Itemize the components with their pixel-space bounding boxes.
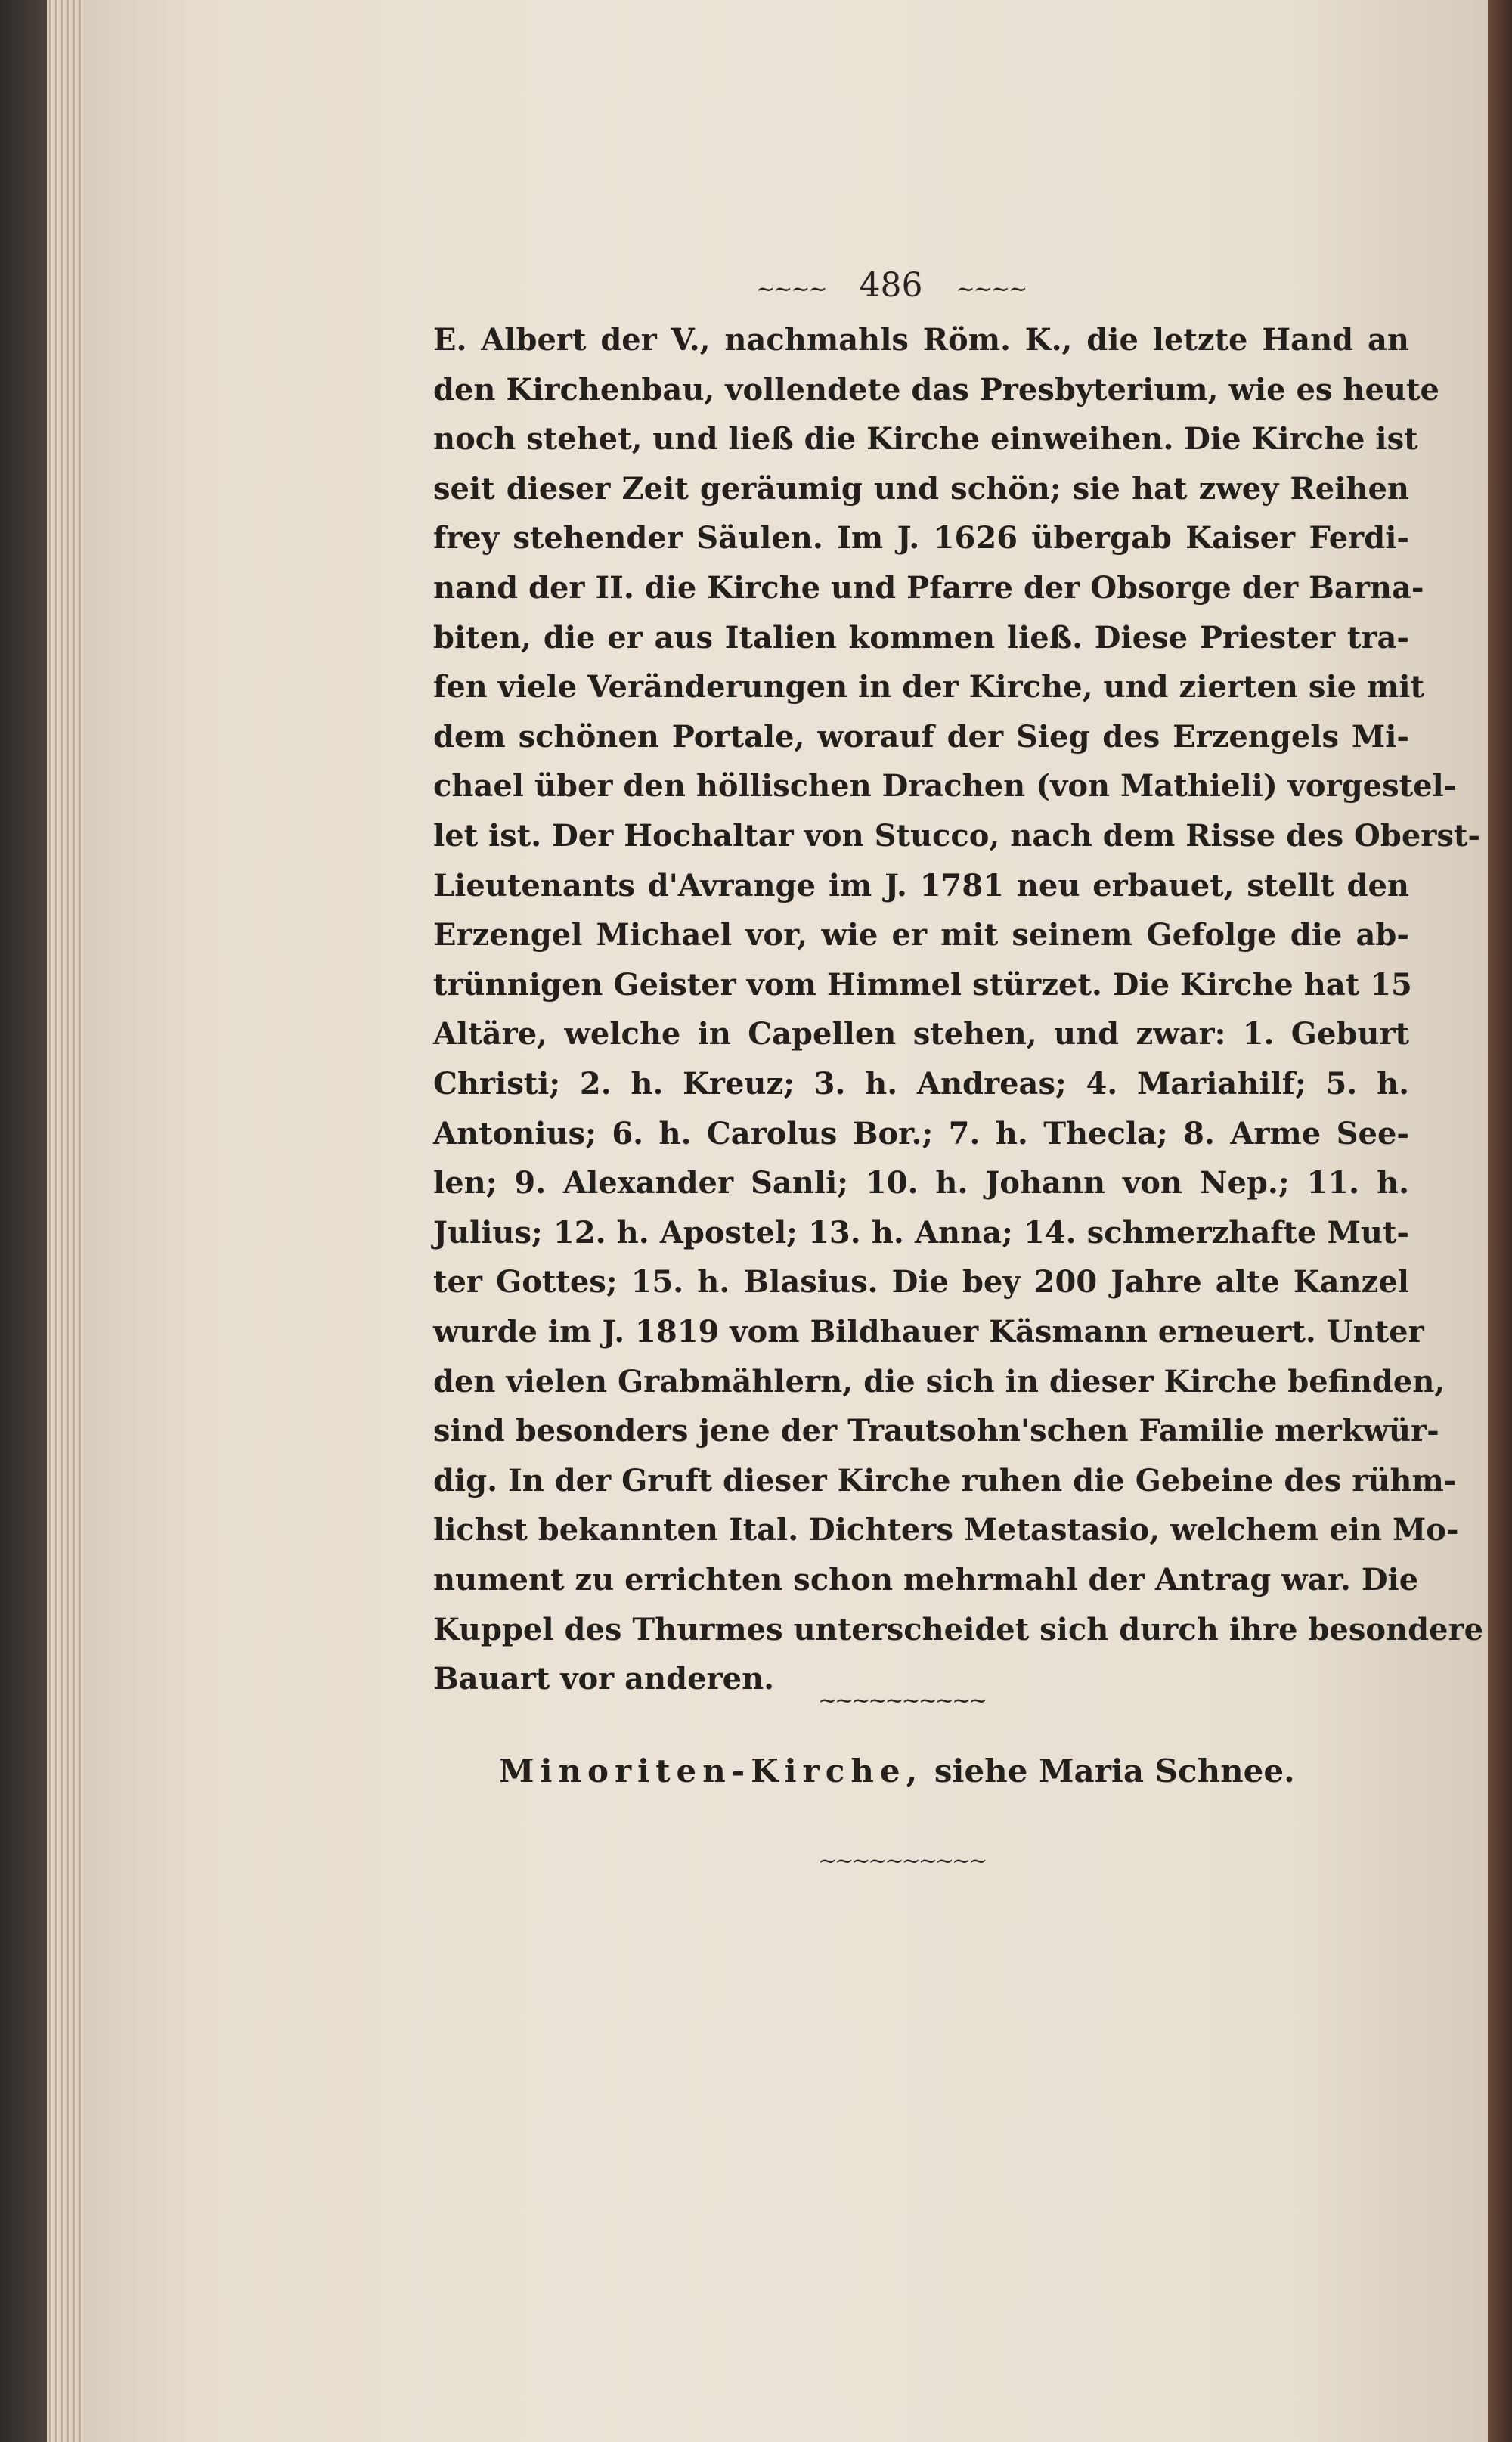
separator-top: ~~~~~~~~~~ [818,1687,986,1714]
text-line: chael über den höllischen Drachen (von Mathieli) vorgestel- [433,768,1457,804]
text-line: dig. In der Gruft dieser Kirche ruhen die Gebeine des rühm- [433,1462,1457,1498]
text-line: Christi; 2. h. Kreuz; 3. h. Andreas; 4. Mariahilf; 5. h. [433,1066,1409,1102]
text-line: wurde im J. 1819 vom Bildhauer Käsmann erneuert. Unter [433,1314,1424,1350]
text-line: noch stehet, und ließ die Kirche einweihen. Die Kirche ist [433,421,1418,457]
page-edges [47,0,85,2442]
text-line: let ist. Der Hochaltar von Stucco, nach dem Risse des Oberst- [433,818,1480,854]
text-line: Bauart vor anderen. [433,1661,775,1697]
entry-text: siehe Maria Schnee. [934,1752,1295,1790]
text-line: Antonius; 6. h. Carolus Bor.; 7. h. Thecla; 8. Arme See- [433,1115,1409,1151]
text-line: Julius; 12. h. Apostel; 13. h. Anna; 14. schmerzhafte Mut- [433,1214,1409,1250]
text-line: Kuppel des Thurmes unterscheidet sich durch ihre besondere [433,1611,1484,1647]
text-line: dem schönen Portale, worauf der Sieg des Erzengels Mi- [433,718,1409,755]
text-line: fen viele Veränderungen in der Kirche, und zierten sie mit [433,669,1424,705]
background-right [1488,0,1512,2442]
text-line: den vielen Grabmählern, die sich in dieser Kirche befinden, [433,1363,1445,1399]
text-line: ter Gottes; 15. h. Blasius. Die bey 200 Jahre alte Kanzel [433,1264,1409,1300]
text-line: Lieutenants d'Avrange im J. 1781 neu erbauet, stellt den [433,867,1409,903]
text-line: Altäre, welche in Capellen stehen, und zwar: 1. Geburt [433,1016,1409,1052]
text-line: nand der II. die Kirche und Pfarre der Obsorge der Barna- [433,570,1424,606]
text-line: frey stehender Säulen. Im J. 1626 übergab Kaiser Ferdi- [433,520,1409,556]
text-line: E. Albert der V., nachmahls Röm. K., die letzte Hand an [433,322,1409,358]
entry-heading: Minoriten-Kirche, [499,1752,924,1790]
header-ornament-left: ~~~~ [756,276,826,302]
text-line: lichst bekannten Ital. Dichters Metastasio, welchem ein Mo- [433,1512,1459,1548]
text-line: sind besonders jene der Trautsohn'schen Familie merkwür- [433,1413,1439,1449]
page-header [756,266,1026,305]
text-line: biten, die er aus Italien kommen ließ. Diese Priester tra- [433,619,1409,655]
entry-minoriten-kirche [499,1752,1295,1790]
page-number: 486 [859,266,923,305]
text-line: trünnigen Geister vom Himmel stürzet. Die Kirche hat 15 [433,966,1412,1003]
text-line: Erzengel Michael vor, wie er mit seinem Gefolge die ab- [433,917,1409,953]
text-line: seit dieser Zeit geräumig und schön; sie hat zwey Reihen [433,470,1409,507]
text-line: den Kirchenbau, vollendete das Presbyterium, wie es heute [433,371,1439,408]
text-line: nument zu errichten schon mehrmahl der Antrag war. Die [433,1562,1419,1598]
separator-bottom: ~~~~~~~~~~ [818,1848,986,1874]
text-line: len; 9. Alexander Sanli; 10. h. Johann von Nep.; 11. h. [433,1165,1409,1201]
header-ornament-right: ~~~~ [956,276,1027,302]
background-left [0,0,47,2442]
